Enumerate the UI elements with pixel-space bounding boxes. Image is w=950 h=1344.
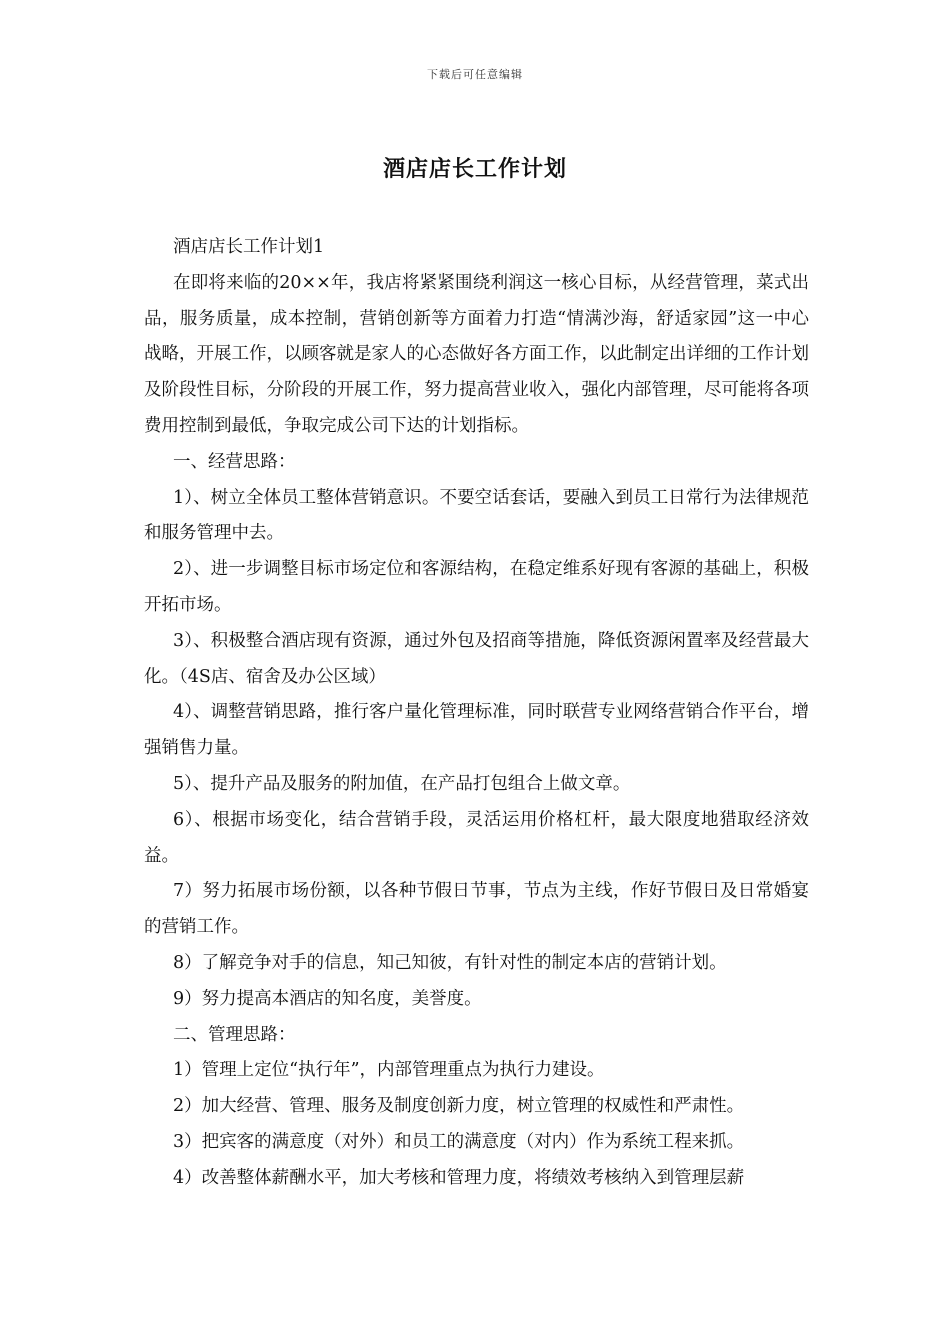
list-item: 3）、积极整合酒店现有资源，通过外包及招商等措施，降低资源闲置率及经营最大化。（4S店、宿舍及办公区域） <box>144 630 809 687</box>
list-item: 4）、调整营销思路，推行客户量化管理标准，同时联营专业网络营销合作平台，增强销售力量。 <box>144 702 809 759</box>
document-body <box>144 230 809 1197</box>
list-item: 2）加大经营、管理、服务及制度创新力度，树立管理的权威性和严肃性。 <box>173 1096 745 1117</box>
list-item: 6）、根据市场变化，结合营销手段，灵活运用价格杠杆，最大限度地猎取经济效益。 <box>144 809 809 866</box>
section-heading-management: 二、管理思路： <box>173 1024 296 1045</box>
list-item: 9）努力提高本酒店的知名度，美誉度。 <box>173 988 482 1009</box>
list-item: 8）了解竞争对手的信息，知己知彼，有针对性的制定本店的营销计划。 <box>173 952 727 973</box>
document-title: 酒店店长工作计划 <box>382 156 567 182</box>
page-header: 下载后可任意编辑 <box>427 68 523 81</box>
list-item: 5）、提升产品及服务的附加值，在产品打包组合上做文章。 <box>173 773 631 794</box>
section-heading: 酒店店长工作计划1 <box>173 237 325 257</box>
list-item: 3）把宾客的满意度（对外）和员工的满意度（对内）作为系统工程来抓。 <box>173 1131 745 1152</box>
section-heading-business: 一、经营思路： <box>173 451 296 472</box>
list-item: 1）、树立全体员工整体营销意识。不要空话套话，要融入到员工日常行为法律规范和服务管理中去。 <box>144 487 809 544</box>
intro-paragraph: 在即将来临的20××年，我店将紧紧围绕利润这一核心目标，从经营管理，菜式出品，服务质量，成本控制，营销创新等方面着力打造“情满沙海，舒适家园”这一中心战略，开展工作，以顾客就是家人的心态做好各方面工作，以此制定出详细的工作计划及阶段性目标，分阶段的开展工作，努力提高营业收入，强化内部管理，尽可能将各项费用控制到最低，争取完成公司下达的计划指标。 <box>144 272 809 436</box>
list-item: 4）改善整体薪酬水平，加大考核和管理力度，将绩效考核纳入到管理层薪 <box>173 1167 745 1188</box>
list-item: 1）管理上定位“执行年”，内部管理重点为执行力建设。 <box>173 1060 605 1081</box>
list-item: 2）、进一步调整目标市场定位和客源结构，在稳定维系好现有客源的基础上，积极开拓市场。 <box>144 559 809 615</box>
list-item: 7）努力拓展市场份额，以各种节假日节事，节点为主线，作好节假日及日常婚宴的营销工作。 <box>144 881 809 938</box>
